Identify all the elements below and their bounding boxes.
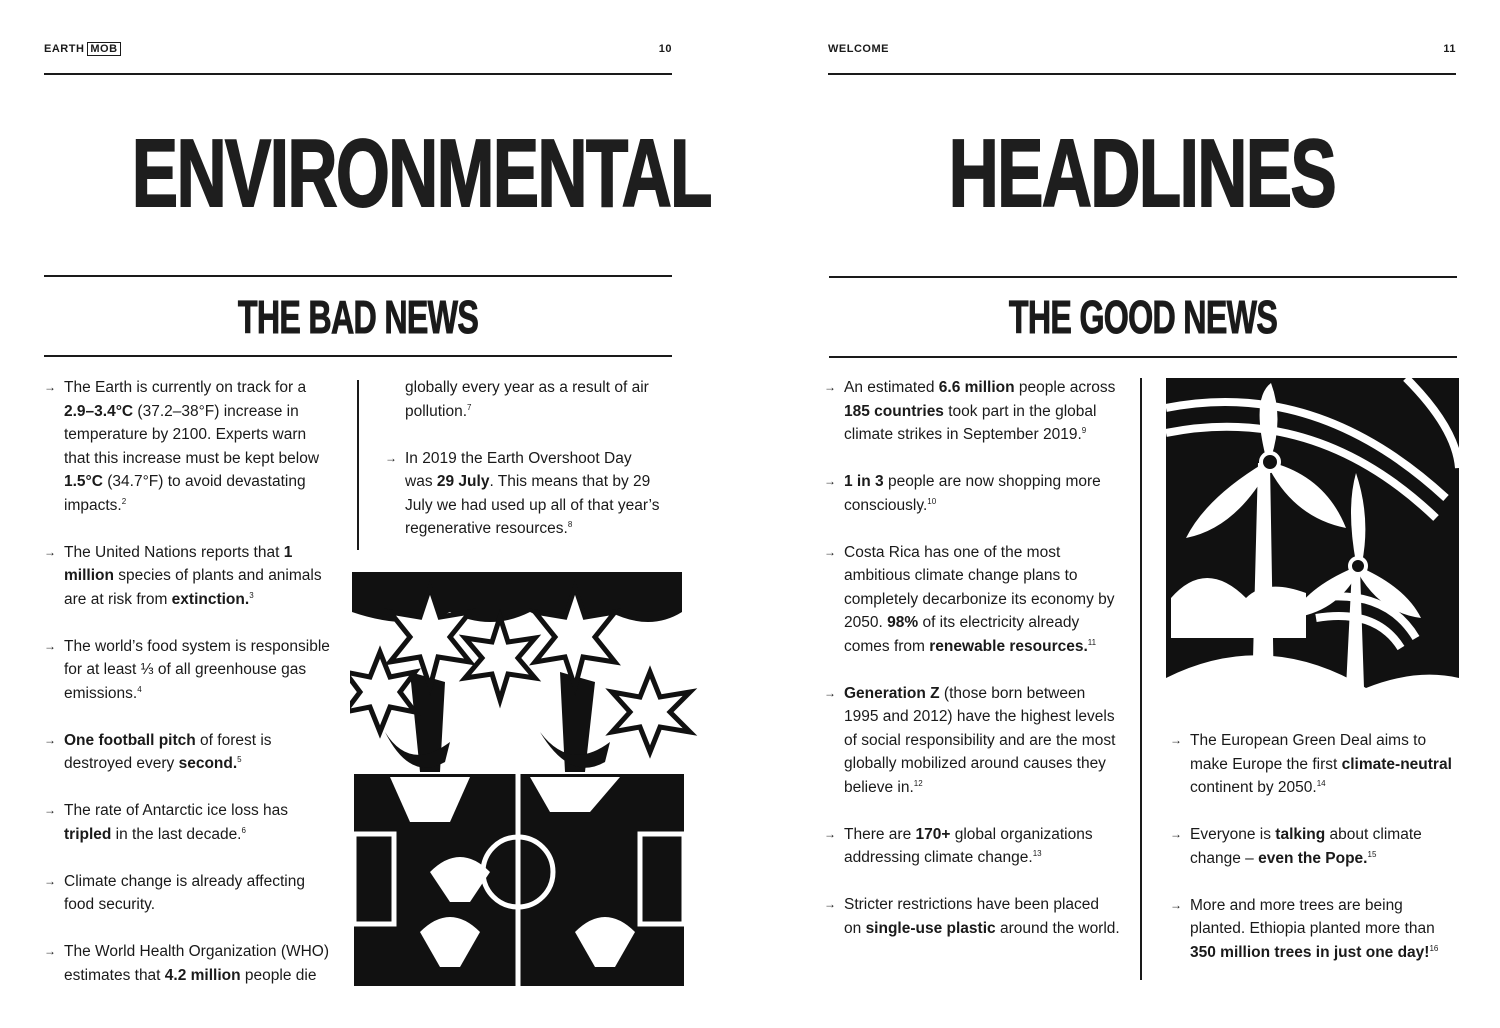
arrow-bullet-icon: →	[44, 873, 56, 888]
text-run: There are	[844, 825, 916, 843]
column-divider	[1140, 378, 1142, 980]
arrow-bullet-icon: →	[44, 944, 56, 958]
text-run: In 2019 the Earth Overshoot Day was	[405, 449, 632, 490]
football-pitch-trees-illustration	[350, 572, 700, 988]
text-run: Climate change is already affecting food security.	[64, 872, 305, 913]
text-run: An estimated	[844, 379, 939, 396]
bold-text: climate-neutral	[1341, 755, 1452, 773]
text-run: The world’s food system is responsible for at least ⅓ of all greenhouse gas emissions.	[64, 637, 330, 702]
text-run: of its electricity already comes from	[844, 614, 1080, 655]
footnote-ref: 12	[913, 778, 923, 788]
footnote-ref: 7	[467, 402, 472, 412]
bullet-item	[824, 470, 1120, 517]
section-rule-top	[829, 276, 1457, 278]
arrow-bullet-icon: →	[44, 803, 56, 817]
bullet-column	[385, 376, 660, 541]
bullet-item	[385, 447, 660, 541]
arrow-bullet-icon: →	[824, 826, 836, 841]
bullet-item	[824, 682, 1120, 800]
text-run: of forest is destroyed every	[64, 731, 272, 772]
bold-text: 1 million	[64, 543, 293, 584]
bullet-item	[824, 376, 1120, 447]
bold-text: 2.9–3.4°C	[64, 402, 134, 420]
arrow-bullet-icon: →	[1170, 897, 1182, 912]
footnote-ref: 5	[237, 755, 242, 764]
section-rule-bottom	[829, 356, 1457, 358]
bold-text: Generation Z	[844, 684, 940, 702]
footnote-ref: 4	[137, 684, 142, 694]
text-run: species of plants and animals are at risk from	[64, 567, 322, 608]
bullet-item	[44, 799, 336, 846]
footnote-ref: 15	[1367, 849, 1377, 859]
bold-text: 98%	[887, 614, 919, 631]
bullet-item	[824, 823, 1120, 870]
footnote-ref: 9	[1081, 426, 1087, 435]
arrow-bullet-icon: →	[1170, 827, 1182, 841]
bold-text: 350 million trees in just one day!	[1190, 943, 1430, 961]
bullet-item	[1170, 823, 1455, 870]
bold-text: single-use plastic	[865, 919, 996, 937]
text-run: The World Health Organization (WHO) estimates that	[64, 943, 330, 984]
header-rule	[828, 73, 1456, 75]
arrow-bullet-icon: →	[824, 897, 836, 911]
arrow-bullet-icon: →	[824, 474, 836, 488]
header-rule	[44, 73, 672, 75]
running-head-logo-box: MOB	[87, 42, 120, 56]
arrow-bullet-icon: →	[824, 685, 836, 700]
page-number: 10	[658, 43, 672, 55]
footnote-ref: 10	[927, 496, 937, 506]
section-heading: THE BAD NEWS	[237, 291, 479, 343]
text-run: people are now shopping more consciously.	[844, 473, 1101, 514]
section-rule-bottom	[44, 355, 672, 357]
bullet-item	[44, 870, 336, 917]
bold-text: 170+	[915, 825, 951, 843]
footnote-ref: 16	[1429, 943, 1439, 953]
bold-text: tripled	[64, 825, 112, 843]
bullet-column	[1170, 729, 1455, 964]
bold-text: renewable resources.	[929, 637, 1088, 655]
bold-text: 29 July	[436, 473, 490, 490]
bold-text: 1 in 3	[844, 473, 884, 490]
page-number: 11	[1443, 43, 1456, 55]
bold-text: 1.5°C	[64, 473, 103, 490]
arrow-bullet-icon: →	[44, 380, 56, 394]
section-rule-top	[44, 275, 672, 277]
bullet-item	[44, 635, 336, 706]
running-head: WELCOME	[828, 43, 889, 55]
text-run: about climate change –	[1190, 826, 1422, 867]
page-title: ENVIRONMENTAL	[131, 120, 711, 227]
wind-turbines-illustration	[1166, 378, 1459, 719]
bullet-item	[1170, 894, 1455, 965]
footnote-ref: 14	[1316, 779, 1326, 788]
section-heading: THE GOOD NEWS	[1008, 291, 1278, 343]
text-run: took part in the global climate strikes in September 2019.	[844, 402, 1097, 443]
footnote-ref: 13	[1032, 849, 1042, 858]
text-run: Stricter restrictions have been placed on	[844, 896, 1100, 937]
footnote-ref: 6	[241, 825, 246, 835]
bold-text: even the Pope.	[1258, 849, 1368, 867]
bullet-item	[44, 940, 336, 987]
arrow-bullet-icon: →	[44, 732, 56, 747]
arrow-bullet-icon: →	[1170, 733, 1182, 747]
bullet-item	[1170, 729, 1455, 800]
bullet-item	[44, 729, 336, 776]
arrow-bullet-icon: →	[385, 450, 397, 465]
text-run: The rate of Antarctic ice loss has	[64, 802, 288, 819]
text-run: (those born between 1995 and 2012) have the highest levels of social responsibility and are the most globally mobilized around causes they believe in.	[844, 684, 1116, 796]
text-run: continent by 2050.	[1190, 779, 1317, 796]
running-head-text: EARTH	[44, 43, 85, 55]
footnote-ref: 2	[121, 496, 127, 506]
bullet-item	[44, 376, 336, 517]
arrow-bullet-icon: →	[44, 544, 56, 559]
bold-text: 6.6 million	[938, 379, 1015, 396]
bullet-item	[824, 893, 1120, 940]
text-run: . This means that by 29 July we had used up all of that year’s regenerative resources.	[405, 473, 660, 537]
column-divider	[357, 380, 359, 550]
text-run: in the last decade.	[111, 825, 242, 843]
bold-text: talking	[1275, 826, 1326, 843]
text-run: (37.2–38°F) increase in temperature by 2100. Experts warn that this increase must be kept below	[64, 402, 320, 467]
text-run: (34.7°F) to avoid devastating impacts.	[64, 473, 306, 514]
bold-text: 185 countries	[844, 402, 944, 420]
bold-text: 4.2 million	[164, 966, 241, 984]
bold-text: extinction.	[171, 590, 250, 608]
bullet-item	[824, 541, 1120, 659]
text-run: The United Nations reports that	[64, 543, 284, 561]
bold-text: second.	[178, 755, 238, 772]
bold-text: One football pitch	[64, 731, 196, 749]
bullet-column	[44, 376, 336, 987]
arrow-bullet-icon: →	[44, 638, 56, 653]
page-title: HEADLINES	[948, 120, 1336, 227]
footnote-ref: 11	[1087, 637, 1097, 647]
text-run: The European Green Deal aims to make Europe the first	[1190, 732, 1427, 773]
text-run: The Earth is currently on track for a	[64, 379, 307, 396]
text-run: Costa Rica has one of the most ambitious climate change plans to completely decarbonize its economy by 2050.	[844, 543, 1115, 631]
text-run: Everyone is	[1190, 826, 1276, 843]
arrow-bullet-icon: →	[824, 380, 836, 394]
running-head	[44, 43, 121, 55]
arrow-bullet-icon: →	[824, 544, 836, 559]
bullet-column	[824, 376, 1120, 940]
bullet-item	[385, 376, 660, 423]
footnote-ref: 8	[567, 520, 573, 529]
footnote-ref: 3	[249, 590, 254, 600]
text-run: people die	[240, 966, 317, 984]
text-run: More and more trees are being planted. Ethiopia planted more than	[1190, 896, 1435, 937]
bullet-item	[44, 541, 336, 612]
text-run: around the world.	[995, 919, 1120, 937]
text-run: global organizations addressing climate change.	[844, 825, 1093, 866]
text-run: people across	[1014, 379, 1116, 396]
text-run: globally every year as a result of air pollution.	[405, 379, 649, 420]
